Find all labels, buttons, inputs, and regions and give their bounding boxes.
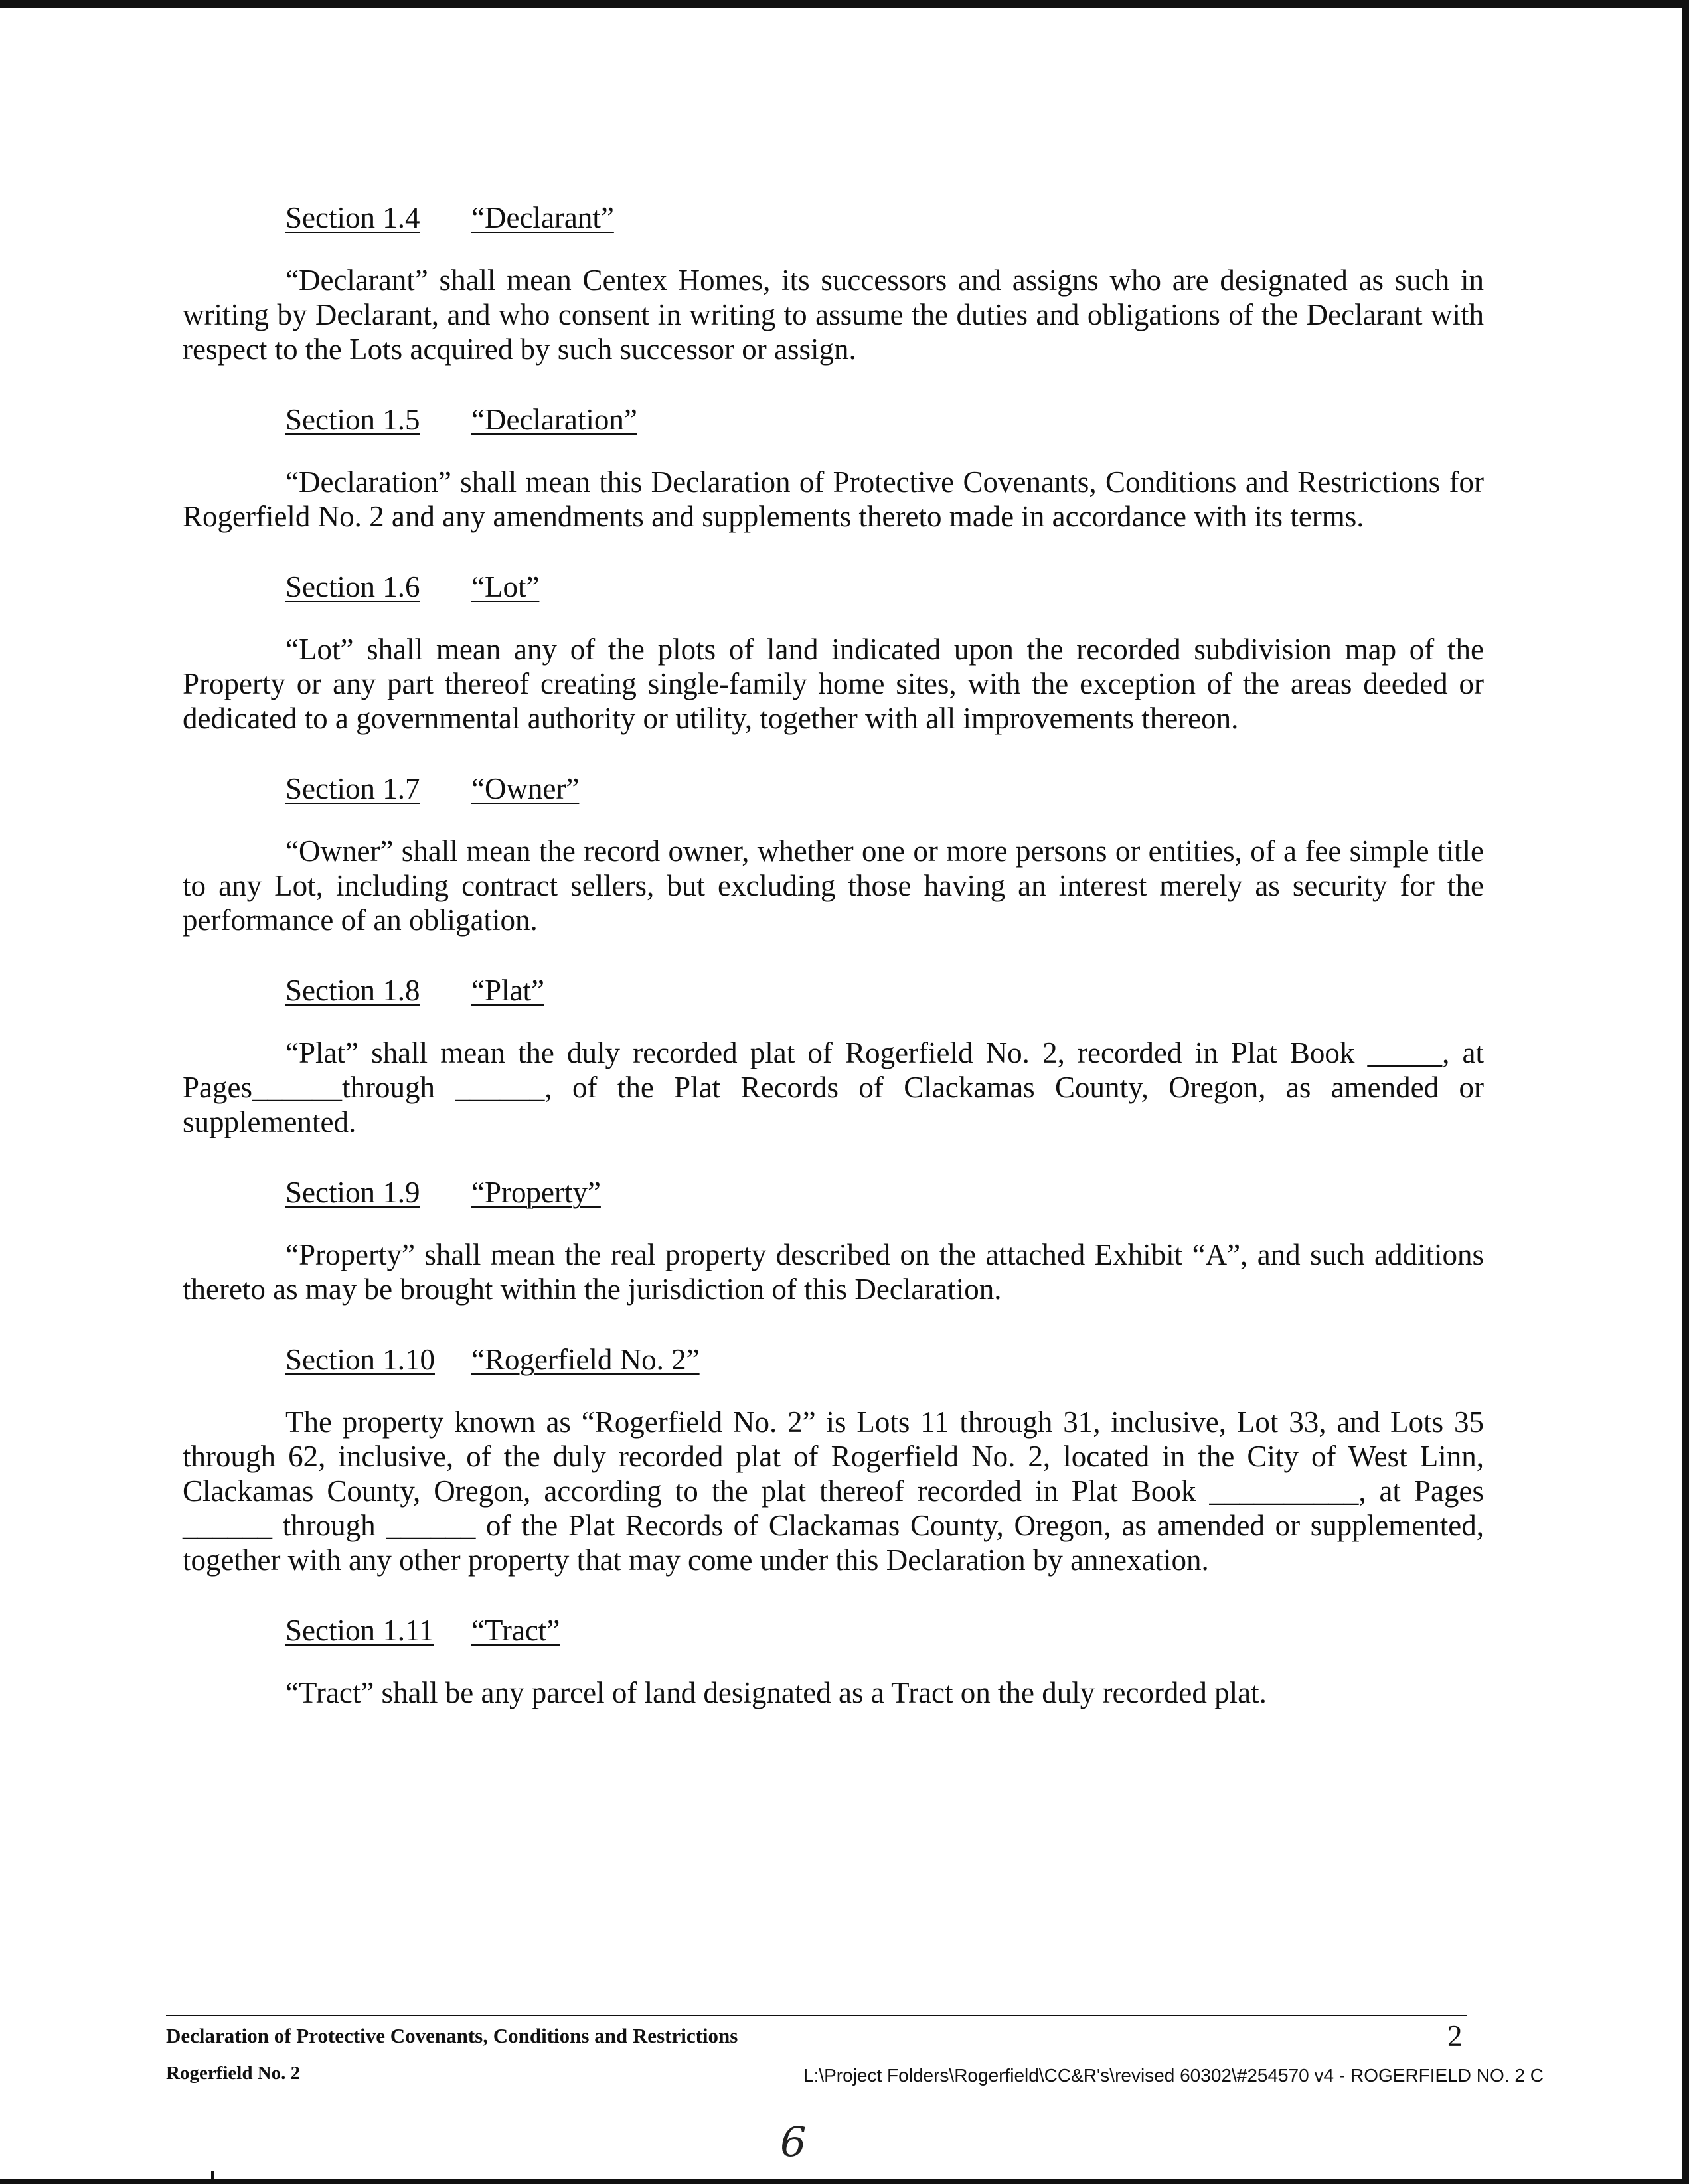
section-heading: [285, 1174, 1484, 1211]
section-body: The property known as “Rogerfield No. 2” is Lots 11 through 31, inclusive, Lot 33, and Lots 35 through 62, inclusive, of the duly recorded plat of Rogerfield No. 2, located in the City of West Linn, Clackamas County, Oregon, according to the plat thereof recorded in Plat Book __________, at Pages ______ through ______ of the Plat Records of Clackamas County, Oregon, as amended or supplemented, together with any other property that may come under this Declaration by annexation.: [183, 1405, 1484, 1577]
section-1-9: [183, 1174, 1484, 1306]
section-1-4: [183, 199, 1484, 366]
section-title: “Rogerfield No. 2”: [471, 1343, 700, 1376]
page-border-right: [1682, 0, 1689, 2184]
section-1-5: [183, 401, 1484, 534]
section-number: Section 1.4: [285, 201, 420, 234]
section-body: “Owner” shall mean the record owner, whether one or more persons or entities, of a fee simple title to any Lot, including contract sellers, but excluding those having an interest merely as security for the performance of an obligation.: [183, 834, 1484, 937]
section-number: Section 1.10: [285, 1343, 435, 1376]
section-body: “Declaration” shall mean this Declaration of Protective Covenants, Conditions and Restrictions for Rogerfield No. 2 and any amendments and supplements thereto made in accordance with its terms.: [183, 465, 1484, 533]
section-heading: [285, 568, 1484, 605]
section-number: Section 1.6: [285, 570, 420, 603]
section-body: “Lot” shall mean any of the plots of land indicated upon the recorded subdivision map of the Property or any part thereof creating single-family home sites, with the exception of the areas deeded or dedicated to a governmental authority or utility, together with all improvements thereon.: [183, 633, 1484, 735]
page-border-top: [0, 0, 1689, 8]
section-body: “Plat” shall mean the duly recorded plat of Rogerfield No. 2, recorded in Plat Book _____, at Pages______through ______, of the Plat Records of Clackamas County, Oregon, as amended or supplemented.: [183, 1036, 1484, 1138]
handwritten-page-mark: 6: [780, 2118, 807, 2166]
section-number: Section 1.8: [285, 974, 420, 1007]
page-number: 2: [1447, 2019, 1463, 2053]
section-body: “Declarant” shall mean Centex Homes, its successors and assigns who are designated as such in writing by Declarant, and who consent in writing to assume the duties and obligations of the Declarant with respect to the Lots acquired by such successor or assign.: [183, 264, 1484, 366]
section-number: Section 1.7: [285, 772, 420, 805]
footer-title: Declaration of Protective Covenants, Conditions and Restrictions: [166, 2024, 738, 2047]
section-body: “Property” shall mean the real property described on the attached Exhibit “A”, and such additions thereto as may be brought within the jurisdiction of this Declaration.: [183, 1238, 1484, 1306]
section-number: Section 1.11: [285, 1614, 434, 1647]
section-body: “Tract” shall be any parcel of land designated as a Tract on the duly recorded plat.: [285, 1676, 1267, 1709]
section-1-7: [183, 770, 1484, 937]
section-heading: [285, 1341, 1484, 1378]
section-heading: [285, 1612, 1484, 1649]
section-title: “Lot”: [471, 570, 540, 603]
section-title: “Declaration”: [471, 403, 637, 436]
section-1-8: [183, 972, 1484, 1139]
section-title: “Property”: [471, 1176, 601, 1209]
file-path: L:\Project Folders\Rogerfield\CC&R's\revised 60302\#254570 v4 - ROGERFIELD NO. 2 C: [803, 2065, 1544, 2086]
section-number: Section 1.9: [285, 1176, 420, 1209]
page-border-bottom: [0, 2179, 1689, 2184]
section-1-6: [183, 568, 1484, 736]
section-1-10: [183, 1341, 1484, 1577]
scan-mark: [211, 2171, 214, 2180]
footer-rule: [166, 2015, 1467, 2016]
section-title: “Owner”: [471, 772, 580, 805]
footer-subtitle: Rogerfield No. 2: [166, 2063, 301, 2084]
page-footer: [166, 2015, 1544, 2086]
section-title: “Declarant”: [471, 201, 614, 234]
section-heading: [285, 199, 1484, 236]
section-title: “Plat”: [471, 974, 544, 1007]
document-body: [183, 199, 1484, 1745]
section-heading: [285, 770, 1484, 807]
section-number: Section 1.5: [285, 403, 420, 436]
section-1-11: [183, 1612, 1484, 1710]
section-title: “Tract”: [471, 1614, 560, 1647]
section-heading: [285, 401, 1484, 438]
section-heading: [285, 972, 1484, 1009]
